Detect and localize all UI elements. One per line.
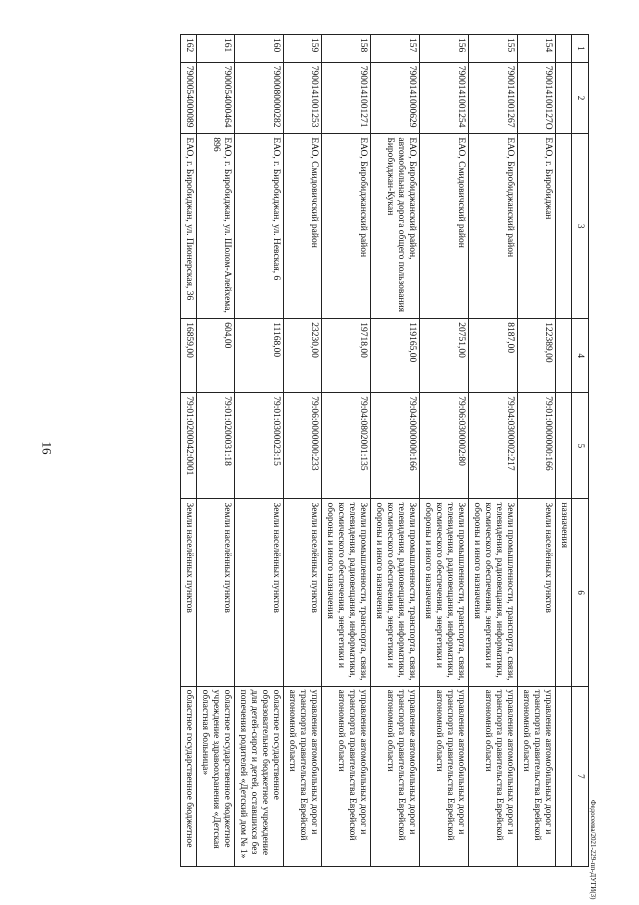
- table-row: [197, 35, 235, 867]
- row-cadastral-number: 79:01:0300023:15: [235, 393, 284, 499]
- row-land-category: Земли населённых пунктов: [197, 499, 235, 686]
- row-rights-holder: областное государственное образовательное бюджетное учреждение для детей-сирот и детей, оставшихся без попечения родителей «Детский дом № 1»: [235, 686, 284, 866]
- row-location: ЕАО, Биробиджанский район: [322, 134, 371, 319]
- row-code: 7900141000629: [371, 62, 420, 134]
- row-code: 7900141001271: [322, 62, 371, 134]
- row-number: 159: [284, 35, 322, 63]
- row-rights-holder: управление автомобильных дорог и транспорта правительства Еврейской автономной области: [420, 686, 469, 866]
- row-number: 161: [197, 35, 235, 63]
- row-cadastral-number: 79:04:0000000:166: [371, 393, 420, 499]
- row-land-category: Земли промышленности, транспорта, связи, телевидения, радиовещания, информатики, космического обеспечения, энергетики и обороны и иного назначения: [420, 499, 469, 686]
- row-code: 7900054000464: [197, 62, 235, 134]
- row-location: ЕАО, г. Биробиджан, ул. Невская, 6: [235, 134, 284, 319]
- col-header-6: 6: [572, 499, 589, 686]
- table-row: [518, 35, 556, 867]
- row-code: 790014100127O: [518, 62, 556, 134]
- row-cadastral-number: 79:01:0200042:0001: [181, 393, 197, 499]
- row-number: 157: [371, 35, 420, 63]
- table-row: [181, 35, 197, 867]
- row-land-category: Земли населённых пунктов: [518, 499, 556, 686]
- row-area: 19718,00: [322, 319, 371, 393]
- row-rights-holder: управление автомобильных дорог и транспорта правительства Еврейской автономной области: [284, 686, 322, 866]
- header-row: [572, 35, 589, 867]
- row-code: 7900080000282: [235, 62, 284, 134]
- row-location: ЕАО, Биробиджанский район, автомобильная дорога общего пользования Биробиджан-Кукан: [371, 134, 420, 319]
- row-rights-holder: управление автомобильных дорог и транспорта правительства Еврейской автономной области: [322, 686, 371, 866]
- row-location: ЕАО, г. Биробиджан, ул. Пионерская, 36: [181, 134, 197, 319]
- table-row: [322, 35, 371, 867]
- table-row: [235, 35, 284, 867]
- row-land-category: Земли населённых пунктов: [284, 499, 322, 686]
- row-number: 162: [181, 35, 197, 63]
- col-header-3: 3: [572, 134, 589, 319]
- row-code: 7900054000089: [181, 62, 197, 134]
- col-header-7: 7: [572, 686, 589, 866]
- row-land-category: Земли промышленности, транспорта, связи, телевидения, радиовещания, информатики, космического обеспечения, энергетики и обороны и иного назначения: [371, 499, 420, 686]
- row-number: 156: [420, 35, 469, 63]
- row-location: ЕАО, Смидовичский район: [420, 134, 469, 319]
- row-location: ЕАО, Биробиджанский район: [469, 134, 518, 319]
- row-cadastral-number: 79:01:0200031:18: [197, 393, 235, 499]
- row-cadastral-number: 79:04:0300002:217: [469, 393, 518, 499]
- row-number: 160: [235, 35, 284, 63]
- table-row: [371, 35, 420, 867]
- row-cadastral-number: 79:06:0000000:233: [284, 393, 322, 499]
- row-area: 20751,00: [420, 319, 469, 393]
- row-area: 119165,00: [371, 319, 420, 393]
- table-row: [420, 35, 469, 867]
- row-land-category: Земли промышленности, транспорта, связи, телевидения, радиовещания, информатики, космического обеспечения, энергетики и обороны и иного назначения: [322, 499, 371, 686]
- row-area: 16859,00: [181, 319, 197, 393]
- row-area: 604,00: [197, 319, 235, 393]
- col-header-5: 5: [572, 393, 589, 499]
- continuation-holder: [556, 686, 572, 866]
- col-header-1: 1: [572, 35, 589, 63]
- row-rights-holder: областное государственное бюджетное учреждение здравоохранения «Детская областная больница»: [197, 686, 235, 866]
- table-row: [284, 35, 322, 867]
- col-header-4: 4: [572, 319, 589, 393]
- row-area: 8187,00: [469, 319, 518, 393]
- land-registry-table-wrapper: [78, 34, 589, 867]
- row-number: 158: [322, 35, 371, 63]
- row-number: 155: [469, 35, 518, 63]
- footer-code: Федосеева/2021-229-пп-ДУГИ(3): [589, 800, 597, 900]
- row-location: ЕАО, Смидовичский район: [284, 134, 322, 319]
- row-cadastral-number: 79:06:0300002:80: [420, 393, 469, 499]
- row-code: 7900141001253: [284, 62, 322, 134]
- row-rights-holder: областное государственное бюджетное: [181, 686, 197, 866]
- col-header-2: 2: [572, 62, 589, 134]
- page-number: 16: [39, 441, 55, 455]
- row-code: 7900141001267: [469, 62, 518, 134]
- row-land-category: Земли населённых пунктов: [181, 499, 197, 686]
- row-code: 7900141001254: [420, 62, 469, 134]
- row-cadastral-number: 79:04:0802001:135: [322, 393, 371, 499]
- row-cadastral-number: 79:01:0000000:166: [518, 393, 556, 499]
- table-row: [469, 35, 518, 867]
- row-location: ЕАО, г. Биробиджан: [518, 134, 556, 319]
- row-area: 23230,00: [284, 319, 322, 393]
- row-land-category: Земли населённых пунктов: [235, 499, 284, 686]
- row-rights-holder: управление автомобильных дорог и транспорта правительства Еврейской автономной области: [371, 686, 420, 866]
- row-rights-holder: управление автомобильных дорог и транспорта правительства Еврейской автономной области: [518, 686, 556, 866]
- continuation-category: назначения: [556, 499, 572, 686]
- row-land-category: Земли промышленности, транспорта, связи, телевидения, радиовещания, информатики, космического обеспечения, энергетики и обороны и иного назначения: [469, 499, 518, 686]
- row-location: ЕАО, г. Биробиджан, ул. Шолом-Алейхема, 896: [197, 134, 235, 319]
- row-area: 11168,00: [235, 319, 284, 393]
- row-number: 154: [518, 35, 556, 63]
- row-rights-holder: управление автомобильных дорог и транспорта правительства Еврейской автономной области: [469, 686, 518, 866]
- land-registry-table: [180, 34, 589, 867]
- continuation-row: [556, 35, 572, 867]
- row-area: 122389,00: [518, 319, 556, 393]
